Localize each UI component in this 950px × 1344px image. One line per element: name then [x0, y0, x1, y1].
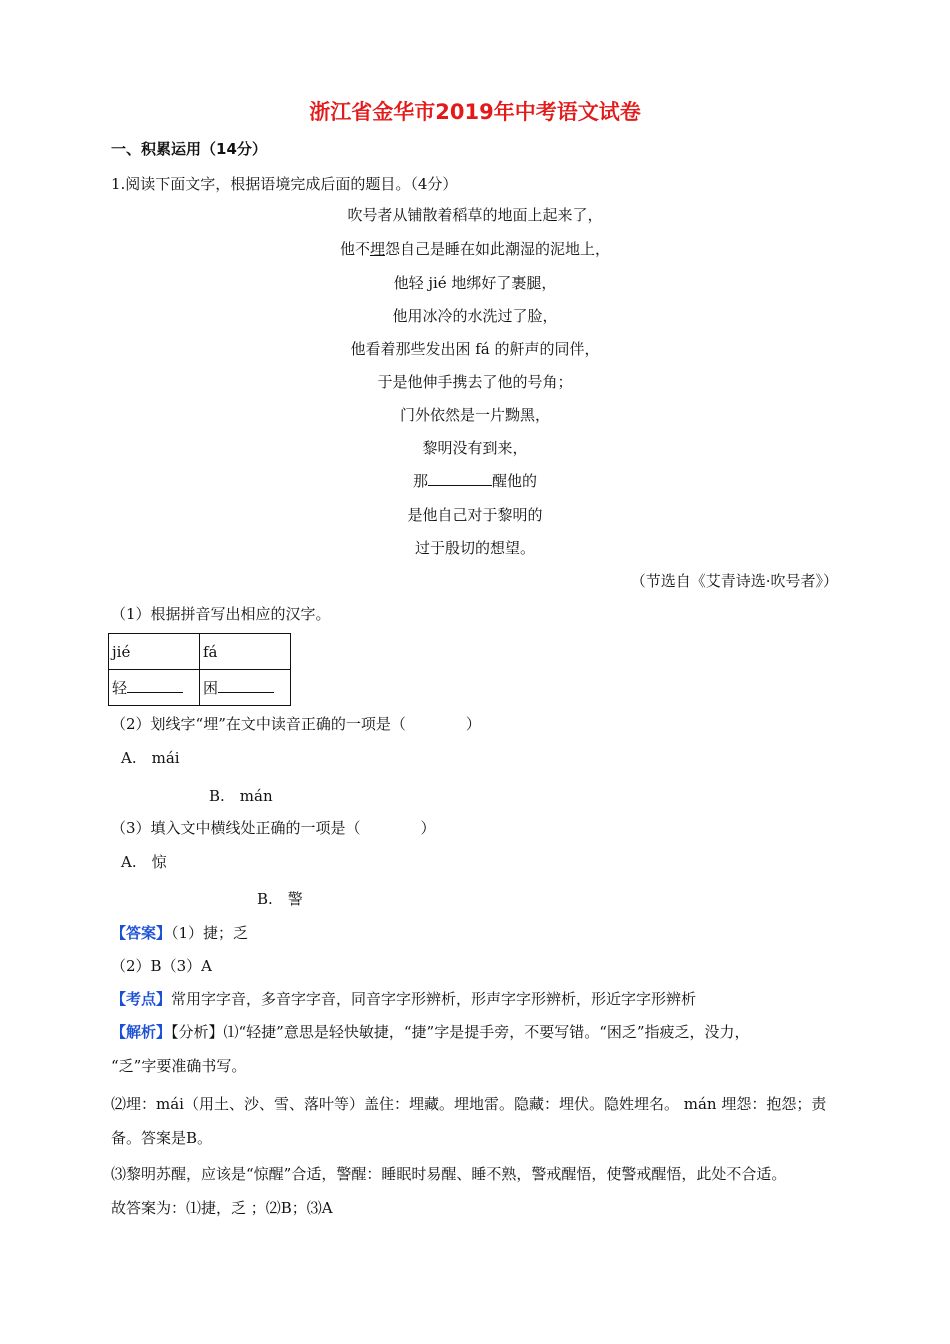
section-heading: 一、积累运用（14分） — [111, 140, 267, 158]
kaodian-text: 常用字字音，多音字字音，同音字字形辨析，形声字字形辨析，形近字字形辨析 — [171, 990, 697, 1008]
analysis-line — [111, 1021, 750, 1042]
poem-line: 门外依然是一片黝黑， — [399, 406, 550, 424]
table-cell — [109, 670, 200, 706]
fill-blank — [428, 472, 492, 486]
sub-question-3: （3）填入文中横线处正确的一项是（ ） — [111, 819, 436, 837]
poem-text: 怨自己是睡在如此潮湿的泥地上， — [385, 240, 611, 258]
poem-source: （节选自《艾青诗选·吹号者》） — [630, 572, 838, 590]
sub-question-2: （2）划线字“埋”在文中读音正确的一项是（ ） — [111, 715, 481, 733]
kaodian-tag: 【考点】 — [111, 990, 172, 1008]
page-title: 浙江省金华市2019年中考语文试卷 — [309, 100, 641, 124]
analysis-text: 【分析】⑴“轻捷”意思是轻快敏捷，“捷”字是提手旁，不要写错。“困乏”指疲乏，没力， — [171, 1023, 750, 1041]
analysis-line: 备。答案是B。 — [111, 1129, 213, 1147]
poem-text: 那 — [412, 472, 428, 490]
analysis-line: “乏”字要准确书写。 — [111, 1057, 247, 1075]
table-cell: fá — [200, 634, 291, 670]
analysis-tag: 【解析】 — [111, 1023, 172, 1041]
poem-text: 他不 — [339, 240, 370, 258]
poem-line: 吹号者从铺散着稻草的地面上起来了， — [347, 206, 603, 224]
underlined-char: 埋 — [369, 240, 385, 258]
table-cell — [200, 670, 291, 706]
cell-char: 困 — [203, 679, 219, 697]
option-b: B. mán — [209, 787, 273, 805]
poem-line: 是他自己对于黎明的 — [407, 506, 543, 524]
answer-text: （1）捷；乏 — [171, 924, 249, 942]
analysis-line: ⑶黎明苏醒，应该是“惊醒”合适，警醒：睡眠时易醒、睡不熟，警戒醒悟，使警戒醒悟，此处不合适。 — [111, 1165, 787, 1183]
option-a: A. 惊 — [121, 853, 167, 871]
analysis-line: 故答案为：⑴捷，乏 ；⑵B；⑶A — [111, 1199, 333, 1217]
pinyin-table — [108, 633, 291, 706]
answer-blank — [127, 680, 183, 693]
table-cell: jié — [109, 634, 200, 670]
cell-char: 轻 — [112, 679, 128, 697]
question-stem: 1.阅读下面文字，根据语境完成后面的题目。（4分） — [111, 175, 458, 193]
poem-line: 他看着那些发出困 fá 的鼾声的同伴， — [350, 340, 600, 358]
option-b: B. 警 — [257, 890, 303, 908]
poem-line — [0, 470, 950, 491]
poem-line: 黎明没有到来， — [422, 439, 528, 457]
answer-line: （2）B（3）A — [111, 957, 212, 975]
poem-line: 他轻 jié 地绑好了裹腿， — [393, 274, 557, 292]
sub-question-1: （1）根据拼音写出相应的汉字。 — [111, 605, 331, 623]
kaodian-line — [111, 988, 696, 1009]
poem-line — [0, 238, 950, 259]
answer-tag: 【答案】 — [111, 924, 172, 942]
answer-line — [111, 922, 248, 943]
poem-line: 于是他伸手携去了他的号角； — [377, 373, 573, 391]
analysis-line: ⑵埋：mái（用土、沙、雪、落叶等）盖住：埋藏。埋地雷。隐藏：埋伏。隐姓埋名。 mán 埋怨：抱怨；责 — [111, 1095, 827, 1113]
poem-line: 他用冰冷的水洗过了脸， — [392, 307, 558, 325]
poem-line: 过于殷切的想望。 — [414, 539, 535, 557]
option-a: A. mái — [121, 749, 180, 767]
answer-blank — [218, 680, 274, 693]
poem-text: 醒他的 — [492, 472, 538, 490]
